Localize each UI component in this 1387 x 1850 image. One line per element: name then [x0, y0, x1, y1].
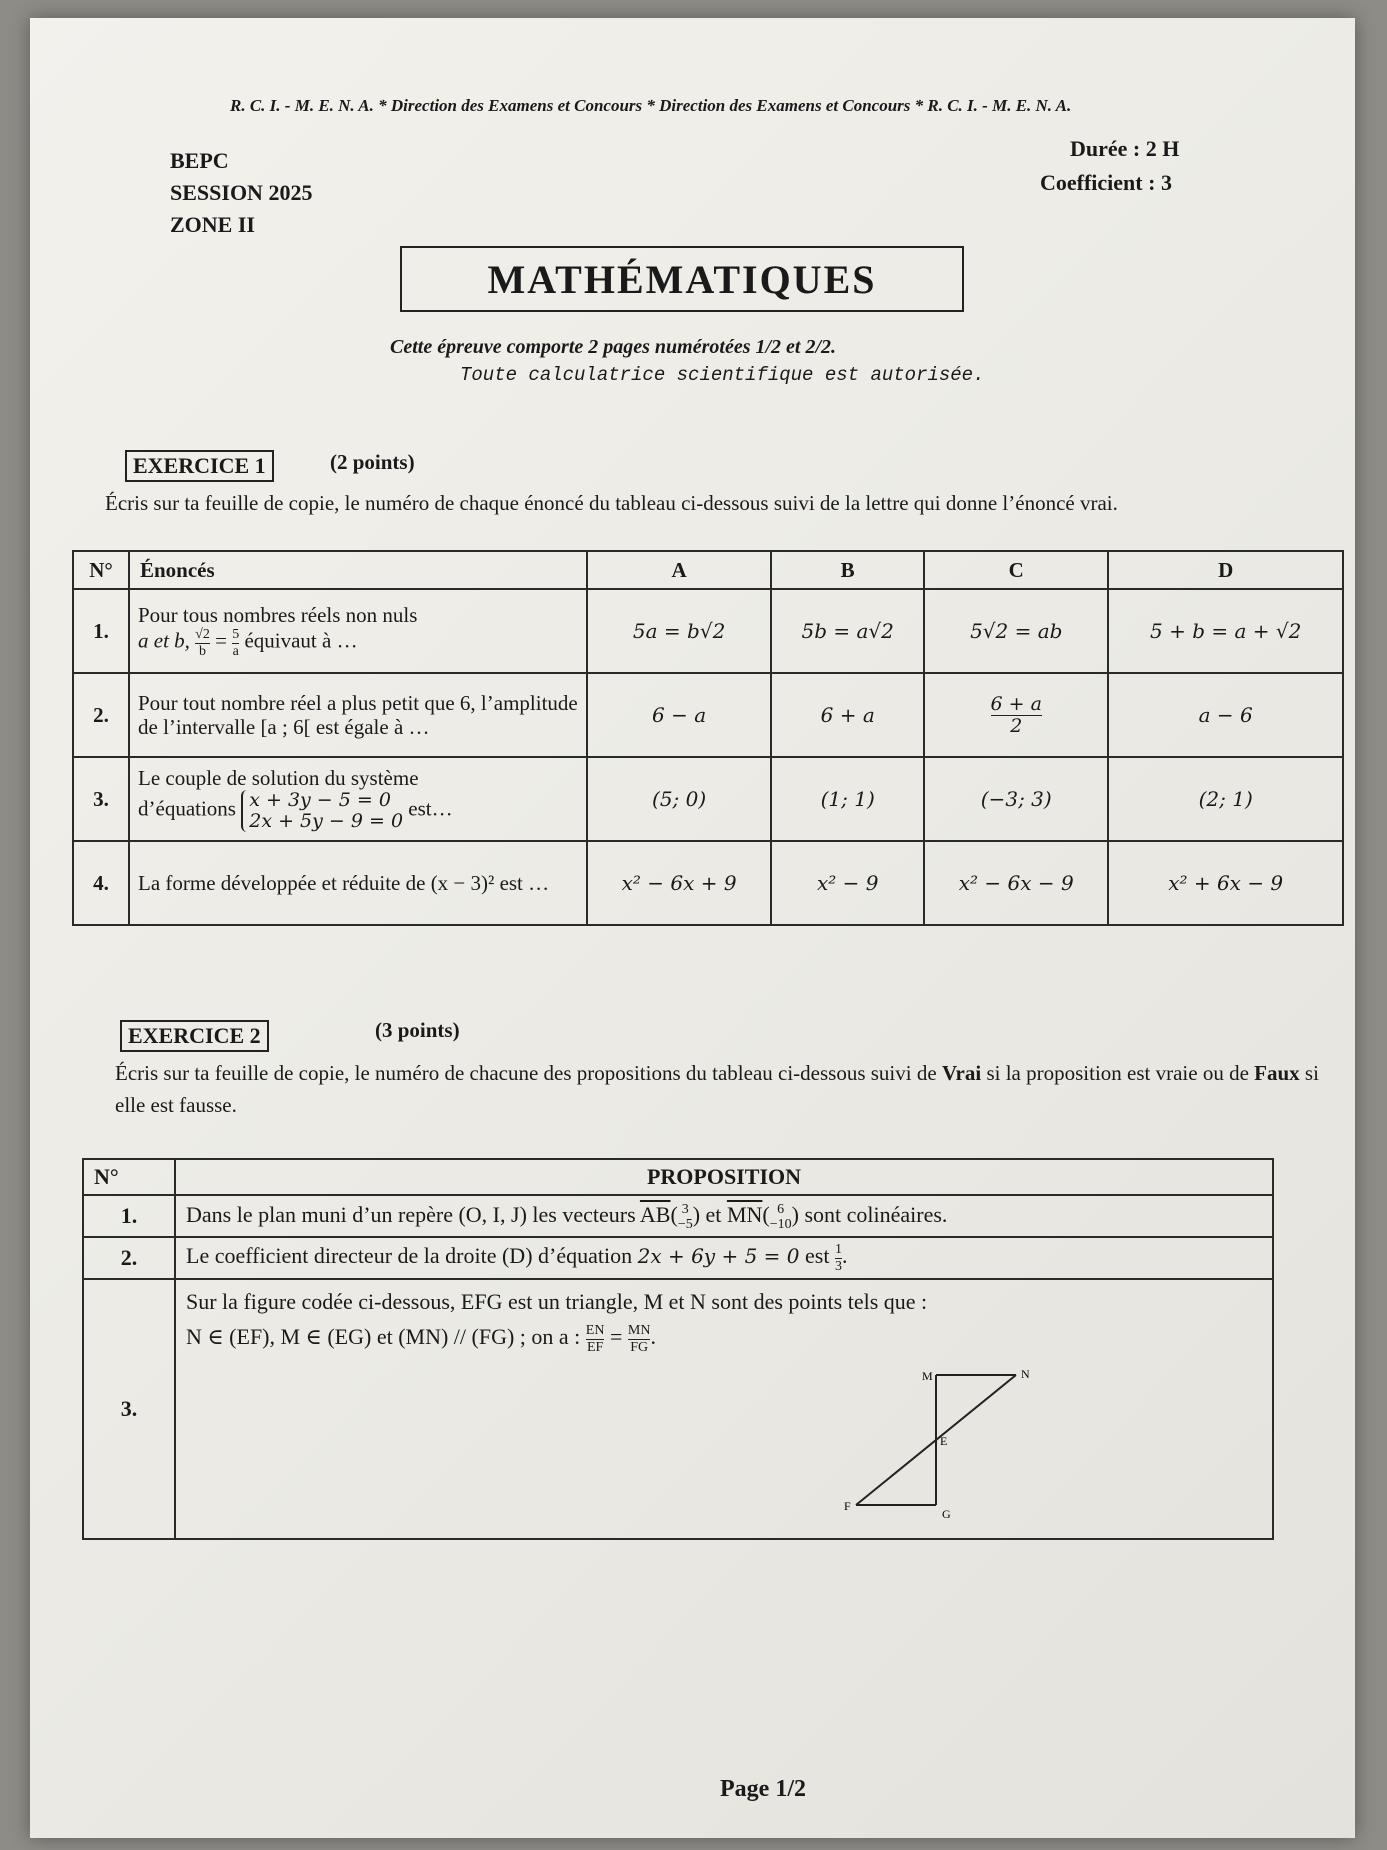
session: SESSION 2025 [170, 180, 313, 205]
exercise1-label: EXERCICE 1 [125, 450, 274, 482]
table-row [73, 673, 1343, 757]
table-row [73, 589, 1343, 673]
statement: Pour tout nombre réel a plus petit que 6, l’amplitude de l’intervalle [a ; 6[ est égale à … [129, 673, 587, 757]
col-proposition: PROPOSITION [175, 1159, 1273, 1195]
col-d: D [1108, 551, 1343, 589]
intro-calculator: Toute calculatrice scientifique est autorisée. [460, 364, 985, 386]
coefficient: Coefficient : 3 [1040, 170, 1172, 195]
statement [129, 757, 587, 841]
choice-b: 5b = a√2 [771, 589, 924, 673]
exercise1-instruction: Écris sur ta feuille de copie, le numéro de chaque énoncé du tableau ci-dessous suivi de la lettre qui donne l’énoncé vrai. [105, 491, 1118, 515]
row-num: 3. [73, 757, 129, 841]
table-row [73, 757, 1343, 841]
choice-d: a − 6 [1108, 673, 1343, 757]
page-title: MATHÉMATIQUES [400, 246, 964, 312]
proposition-text: N ∈ (EF), M ∈ (EG) et (MN) // (FG) ; on a : [186, 1324, 581, 1350]
header-line: R. C. I. - M. E. N. A. * Direction des Examens et Concours * Direction des Examens et Concours * R. C. I. - M. E. N. A. [230, 96, 1072, 115]
col-c: C [924, 551, 1108, 589]
faux-word: Faux [1254, 1061, 1300, 1085]
equation-system: x + 3y − 5 = 0 2x + 5y − 9 = 0 [241, 790, 403, 832]
triangle-figure [836, 1360, 1056, 1530]
choice-d: 5 + b = a + √2 [1108, 589, 1343, 673]
duration: Durée : 2 H [1070, 136, 1180, 161]
choice-c: 5√2 = ab [924, 589, 1108, 673]
table-row [73, 841, 1343, 925]
proposition-text: Le coefficient directeur de la droite (D) d’équation [186, 1243, 633, 1269]
choice-d: (2; 1) [1108, 757, 1343, 841]
fraction: $\frac{EN}{EF}$ [585, 1323, 605, 1355]
exercise2-table [82, 1158, 1274, 1540]
label-m: M [922, 1369, 933, 1384]
table-row [83, 1195, 1273, 1237]
col-b: B [771, 551, 924, 589]
vector-coords: 6 −10 [769, 1201, 792, 1232]
statement-text: a et b, [138, 628, 190, 653]
exam-name: BEPC [170, 148, 229, 173]
row-num: 3. [83, 1279, 175, 1539]
statement-text: Le couple de solution du système [138, 766, 419, 791]
intro-pages: Cette épreuve comporte 2 pages numérotées 1/2 et 2/2. [390, 336, 837, 358]
col-statement: Énoncés [129, 551, 587, 589]
statement-text: équivaut à … [244, 628, 358, 653]
row-num: 2. [73, 673, 129, 757]
label-e: E [940, 1434, 948, 1449]
page-number: Page 1/2 [720, 1776, 806, 1802]
statement-text: est… [408, 796, 453, 821]
choice-b: (1; 1) [771, 757, 924, 841]
equals-sign: = [215, 628, 227, 653]
zone: ZONE II [170, 212, 255, 237]
fraction: $\frac{6 + a}{2}$ [990, 692, 1042, 737]
choice-a: x² − 6x + 9 [587, 841, 771, 925]
statement: La forme développée et réduite de (x − 3)² est … [129, 841, 587, 925]
col-num: N° [83, 1159, 175, 1195]
label-n: N [1021, 1367, 1030, 1382]
fraction: $\frac{1}{3}$ [834, 1242, 842, 1274]
exercise1-table [72, 550, 1344, 926]
statement-text: Pour tous nombres réels non nuls [138, 603, 418, 628]
exercise2-label: EXERCICE 2 [120, 1020, 269, 1052]
instruction-text: Écris sur ta feuille de copie, le numéro de chacune des propositions du tableau ci-dessous suivi de [115, 1061, 942, 1085]
proposition-text: Sur la figure codée ci-dessous, EFG est un triangle, M et N sont des points tels que : [186, 1289, 928, 1315]
col-num: N° [73, 551, 129, 589]
fraction: $\frac{MN}{FG}$ [627, 1323, 651, 1355]
choice-d: x² + 6x − 9 [1108, 841, 1343, 925]
choice-a: 5a = b√2 [587, 589, 771, 673]
exam-sheet [30, 18, 1355, 1838]
statement-text: d’équations [138, 796, 236, 821]
label-g: G [942, 1507, 951, 1522]
fraction: $\frac{5}{a}$ [232, 627, 240, 659]
proposition-text: sont colinéaires. [804, 1202, 948, 1227]
fraction: $\frac{√2}{b}$ [195, 627, 210, 659]
proposition: Le coefficient directeur de la droite (D) d’équation 2x + 6y + 5 = 0 est $\frac{1}{3}$ . [175, 1237, 1273, 1279]
table-row [83, 1237, 1273, 1279]
statement [129, 589, 587, 673]
choice-b: 6 + a [771, 673, 924, 757]
row-num: 1. [73, 589, 129, 673]
col-a: A [587, 551, 771, 589]
choice-c: x² − 6x − 9 [924, 841, 1108, 925]
proposition-text: et [705, 1202, 722, 1227]
choice-c [924, 673, 1108, 757]
choice-c: (−3; 3) [924, 757, 1108, 841]
equation: 2x + 6y + 5 = 0 [637, 1244, 800, 1269]
proposition-text: est [805, 1243, 830, 1269]
instruction-text: si elle est fausse. [115, 1061, 1319, 1117]
row-num: 2. [83, 1237, 175, 1279]
table-row [83, 1279, 1273, 1539]
vrai-word: Vrai [941, 1061, 982, 1085]
exercise2-instruction [115, 1058, 1335, 1121]
vector-ab: $\overline{AB}$ [639, 1202, 671, 1227]
proposition: Sur la figure codée ci-dessous, EFG est un triangle, M et N sont des points tels que : N ∈ (EF), M ∈ (EG) et (MN) // (FG) ; on a : $\frac{EN}{EF}$ = $\frac{MN}{FG}$ . M N E F G [175, 1279, 1273, 1539]
choice-a: (5; 0) [587, 757, 771, 841]
exercise1-points: (2 points) [330, 450, 415, 474]
label-f: F [844, 1499, 851, 1514]
choice-b: x² − 9 [771, 841, 924, 925]
row-num: 4. [73, 841, 129, 925]
vector-mn: $\overline{MN}$ [726, 1202, 763, 1227]
proposition-text: Dans le plan muni d’un repère (O, I, J) les vecteurs [186, 1202, 636, 1227]
exercise2-points: (3 points) [375, 1018, 460, 1042]
instruction-text: si la proposition est vraie ou de [981, 1061, 1255, 1085]
vector-coords: 3 −5 [677, 1201, 693, 1232]
proposition: Dans le plan muni d’un repère (O, I, J) les vecteurs $\overline{AB}$( 3 −5 ) et $\overline{MN}$( 6 −10 ) sont colinéaires. [175, 1195, 1273, 1237]
choice-a: 6 − a [587, 673, 771, 757]
row-num: 1. [83, 1195, 175, 1237]
